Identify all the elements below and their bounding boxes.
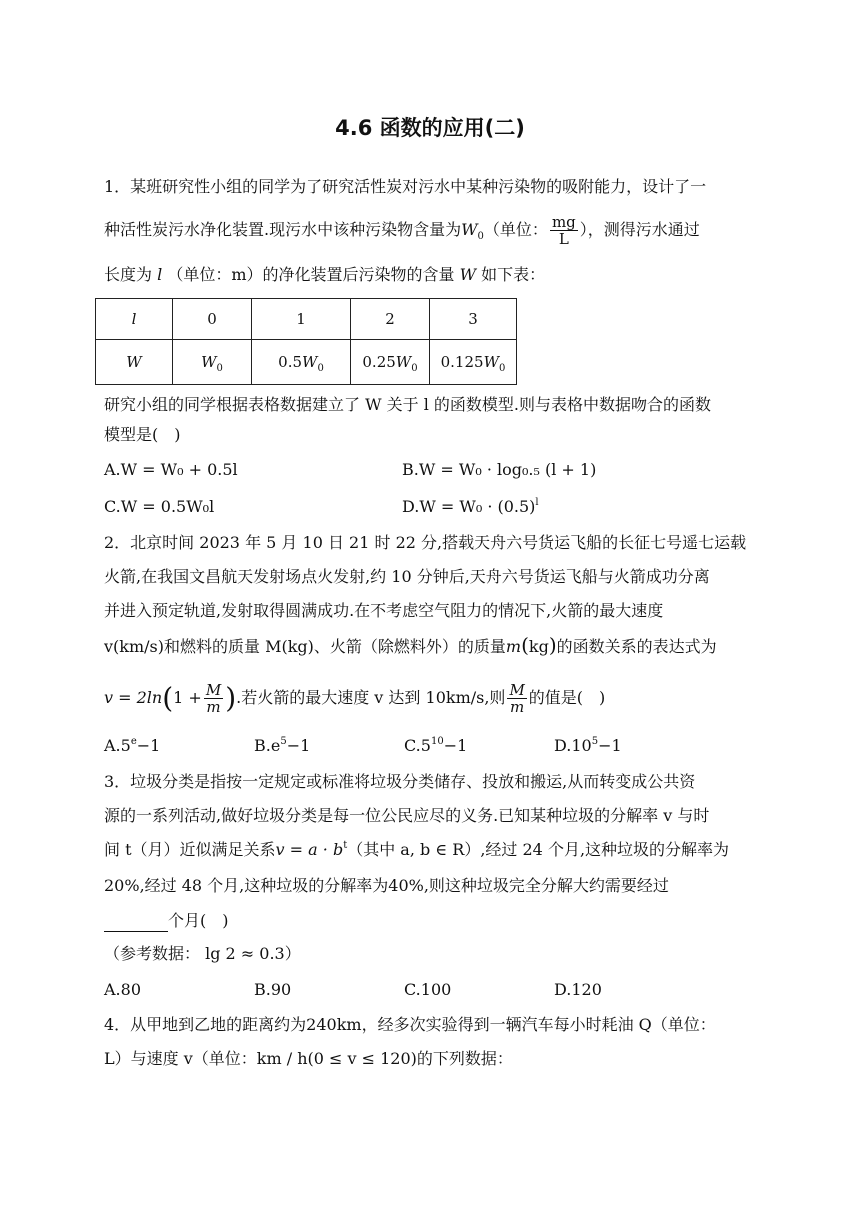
q1-line3-a: 长度为: [104, 265, 153, 284]
q4-line2: L）与速度 v（单位：km / h(0 ≤ v ≤ 120)的下列数据：: [104, 1049, 513, 1068]
table-cell: $W_0$: [173, 340, 252, 385]
q1-line3-b: （单位：m）的净化装置后污染物的含量: [167, 265, 455, 284]
table-cell: 1: [252, 299, 351, 340]
q2-line4: v(km/s)和燃料的质量 M(kg)、火箭（除燃料外）的质量m(kg)的函数关系的表达式为: [104, 633, 717, 657]
q1-line4: 研究小组的同学根据表格数据建立了 W 关于 l 的函数模型.则与表格中数据吻合的函数: [104, 395, 711, 414]
q3-line2: 源的一系列活动,做好垃圾分类是每一位公民应尽的义务.已知某种垃圾的分解率 v 与时: [104, 806, 710, 825]
q3-line4: 20%,经过 48 个月,这种垃圾的分解率为40%,则这种垃圾完全分解大约需要经过: [104, 876, 669, 895]
q2-formula-lhs: v = 2ln: [104, 688, 163, 707]
q2-ratio-fraction: $\frac{M}{m}$: [509, 681, 525, 716]
q3-option-d: D.120: [554, 980, 602, 999]
table-cell: 0: [173, 299, 252, 340]
q1-unit-den: L: [558, 230, 569, 248]
table-cell: $0.125W_0$: [430, 340, 517, 385]
q1-option-b: B.W = W₀ · log₀.₅ (l + 1): [402, 460, 597, 479]
table-cell: l: [96, 299, 173, 340]
page-title: 4.6 函数的应用(二): [335, 116, 525, 140]
q3-line5: 个月( ): [104, 910, 229, 932]
q3-line1: 3．垃圾分类是指按一定规定或标准将垃圾分类储存、投放和搬运,从而转变成公共资: [104, 772, 696, 791]
q2-formula-fraction: $\frac{M}{m}$: [205, 681, 222, 716]
answer-blank: [104, 915, 168, 932]
q3-option-c: C.100: [404, 980, 452, 999]
table-cell: 2: [351, 299, 430, 340]
q1-line3-c: 如下表：: [481, 265, 546, 284]
q2-option-b: $B.e^5-1$: [254, 736, 311, 755]
q1-line5: 模型是( ): [104, 425, 181, 444]
q4-line1: 4．从甲地到乙地的距离约为240km，经多次实验得到一辆汽车每小时耗油 Q（单位：: [104, 1015, 716, 1034]
q1-w0-sub: 0: [477, 231, 484, 242]
table-row: [96, 340, 517, 385]
q1-unit-num: mg: [551, 213, 576, 231]
q2-line2: 火箭,在我国文昌航天发射场点火发射,约 10 分钟后,天舟六号货运飞船与火箭成功分离: [104, 567, 710, 586]
q1-line2-c: ），测得污水通过: [579, 220, 700, 239]
q1-line2-a: 种活性炭污水净化装置.现污水中该种污染物含量为: [104, 220, 462, 239]
q1-line1: 1．某班研究性小组的同学为了研究活性炭对污水中某种污染物的吸附能力，设计了一: [104, 177, 707, 196]
q2-line1: 2．北京时间 2023 年 5 月 10 日 21 时 22 分,搭载天舟六号货运飞船的长征七号遥七运载: [104, 533, 747, 552]
table-cell: $0.5W_0$: [252, 340, 351, 385]
q1-option-c: C.W = 0.5W₀l: [104, 497, 215, 516]
q2-formula-line: v = 2ln(1 + $\frac{M}{m}$ ).若火箭的最大速度 v 达到 10km/s,则 $\frac{M}{m}$ 的值是( ): [104, 681, 606, 716]
q1-line3-l: l: [157, 265, 163, 284]
table-cell: 3: [430, 299, 517, 340]
q1-option-d: $D.W = W_0 \cdot (0.5)^l$: [402, 497, 539, 516]
q3-option-b: B.90: [254, 980, 292, 999]
table-cell: $0.25W_0$: [351, 340, 430, 385]
q1-unit-fraction: [550, 214, 578, 247]
q2-option-a: A.5$^e$−1: [104, 736, 161, 755]
q2-option-d: $D.10^5-1$: [554, 736, 622, 755]
q1-line2: [104, 214, 700, 247]
q2-line3: 并进入预定轨道,发射取得圆满成功.在不考虑空气阻力的情况下,火箭的最大速度: [104, 601, 664, 620]
q1-line3: [104, 264, 545, 286]
table-row: [96, 299, 517, 340]
q3-reference: （参考数据： lg 2 ≈ 0.3）: [104, 944, 301, 963]
q3-option-a: A.80: [104, 980, 141, 999]
q1-w0-var: W: [461, 220, 478, 239]
table-cell: W: [96, 340, 173, 385]
q1-data-table: [95, 298, 517, 385]
q1-line3-w: W: [459, 265, 477, 284]
q1-option-a: A.W = W₀ + 0.5l: [104, 460, 238, 479]
q1-line2-b: （单位：: [483, 220, 548, 239]
q2-option-c: $C.5^{10}-1$: [404, 736, 468, 755]
q3-line3: 间 t（月）近似满足关系$v = a \cdot b^t$（其中 a, b ∈ R）,经过 24 个月,这种垃圾的分解率为: [104, 840, 730, 859]
